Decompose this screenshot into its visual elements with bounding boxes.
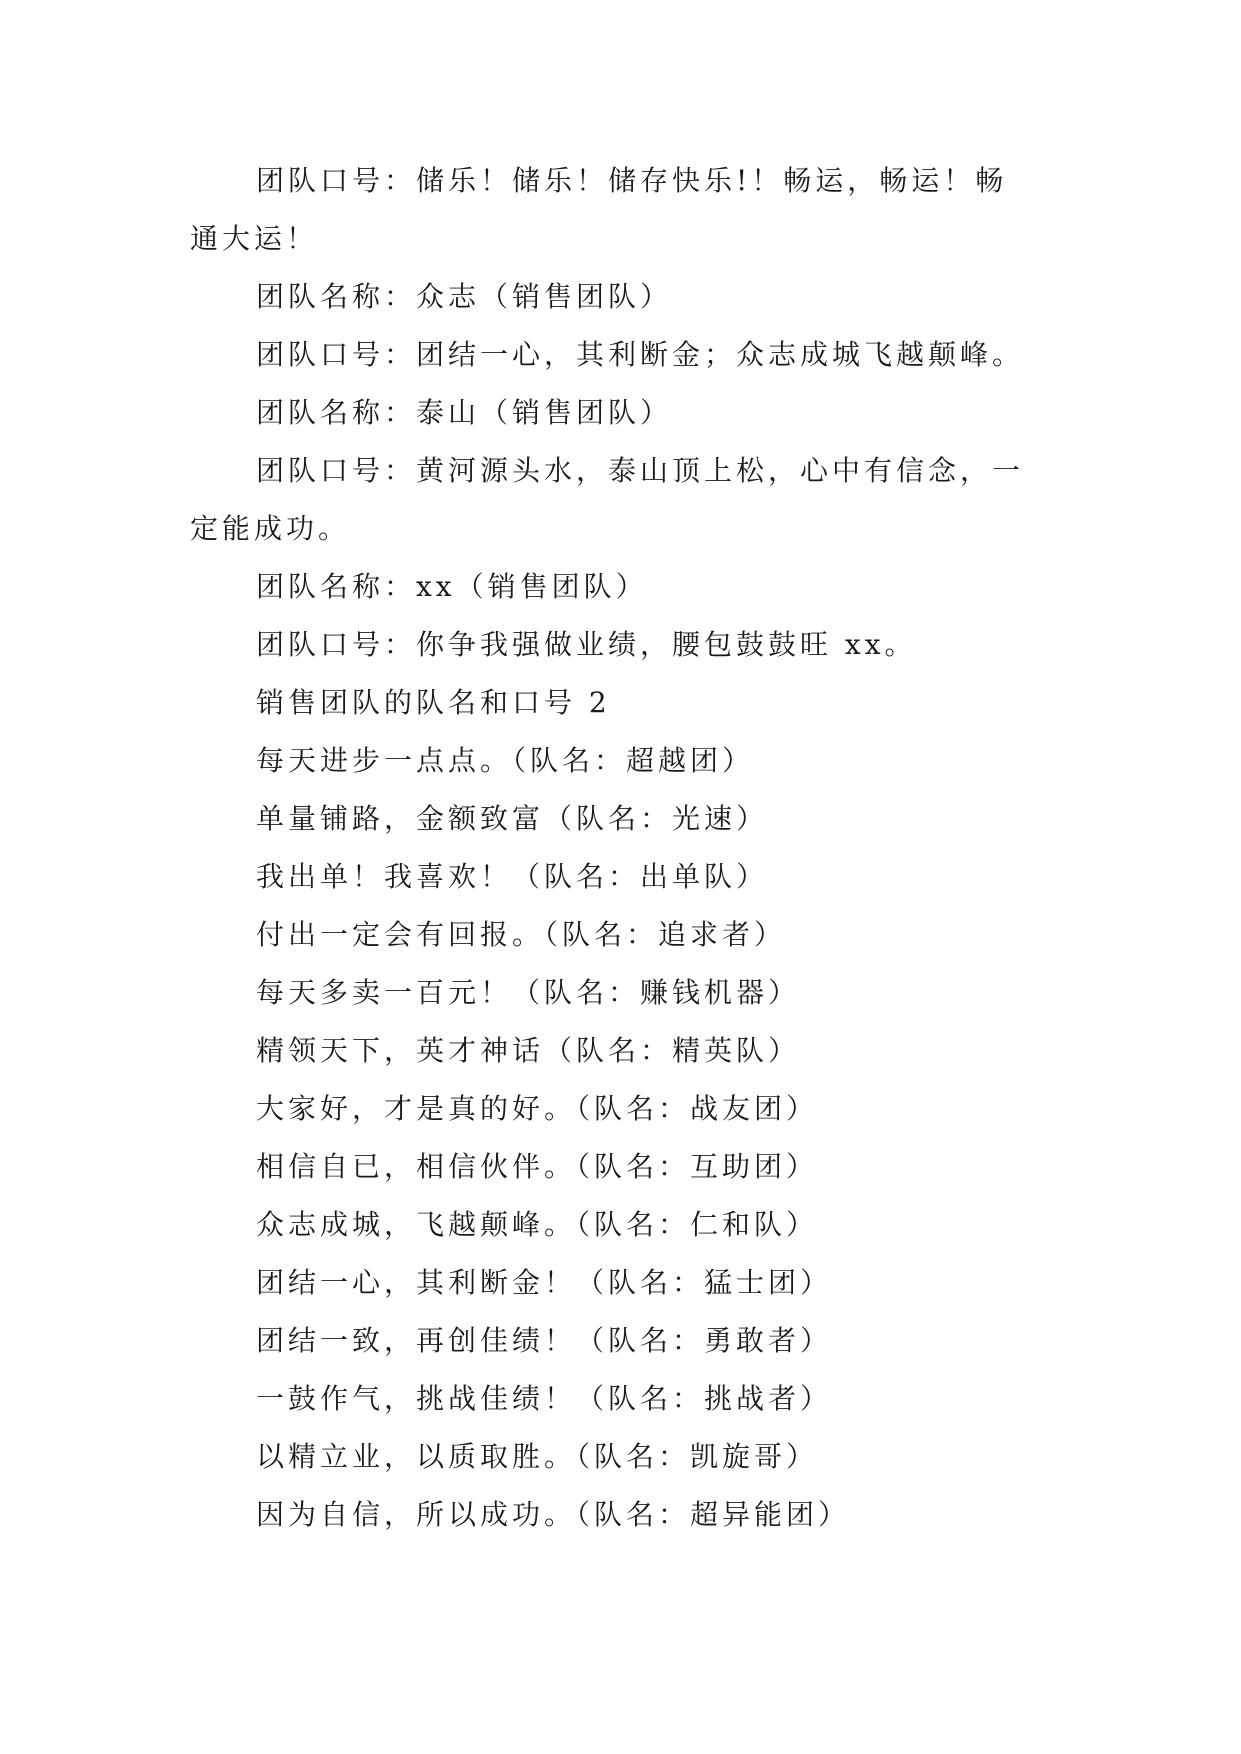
section-heading: 销售团队的队名和口号 2: [256, 686, 611, 719]
slogan-item: 大家好，才是真的好。（队名：战友团）: [256, 1092, 819, 1125]
slogan-item: 众志成城，飞越颠峰。（队名：仁和队）: [256, 1208, 819, 1241]
slogan-line: 团队口号：储乐！储乐！储存快乐!！畅运，畅运！畅: [256, 164, 1008, 197]
slogan-line-continuation: 通大运！: [190, 222, 319, 255]
document-body: [190, 152, 1070, 1544]
team-name-line: 团队名称：泰山（销售团队）: [256, 396, 673, 429]
slogan-item: 单量铺路，金额致富（队名：光速）: [256, 802, 769, 835]
slogan-item: 精领天下，英才神话（队名：精英队）: [256, 1034, 801, 1067]
team-name-line: 团队名称：众志（销售团队）: [256, 280, 673, 313]
slogan-item: 团结一致，再创佳绩！（队名：勇敢者）: [256, 1324, 833, 1357]
slogan-item: 我出单！我喜欢！（队名：出单队）: [256, 860, 769, 893]
slogan-line: 团队口号：团结一心，其利断金；众志成城飞越颠峰。: [256, 338, 1025, 371]
slogan-item: 每天多卖一百元！（队名：赚钱机器）: [256, 976, 801, 1009]
slogan-item: 相信自已，相信伙伴。（队名：互助团）: [256, 1150, 819, 1183]
slogan-item: 付出一定会有回报。（队名：追求者）: [256, 918, 787, 951]
slogan-item: 以精立业，以质取胜。（队名：凯旋哥）: [256, 1440, 819, 1473]
slogan-item: 因为自信，所以成功。（队名：超异能团）: [256, 1498, 851, 1531]
slogan-line: 团队口号：黄河源头水，泰山顶上松，心中有信念，一: [256, 454, 1025, 487]
slogan-item: 团结一心，其利断金！（队名：猛士团）: [256, 1266, 833, 1299]
slogan-item: 一鼓作气，挑战佳绩！（队名：挑战者）: [256, 1382, 833, 1415]
team-name-line: 团队名称：xx（销售团队）: [256, 570, 648, 603]
slogan-item: 每天进步一点点。（队名：超越团）: [256, 744, 755, 777]
slogan-line: 团队口号：你争我强做业绩，腰包鼓鼓旺 xx。: [256, 628, 917, 661]
slogan-line-continuation: 定能成功。: [190, 512, 351, 545]
